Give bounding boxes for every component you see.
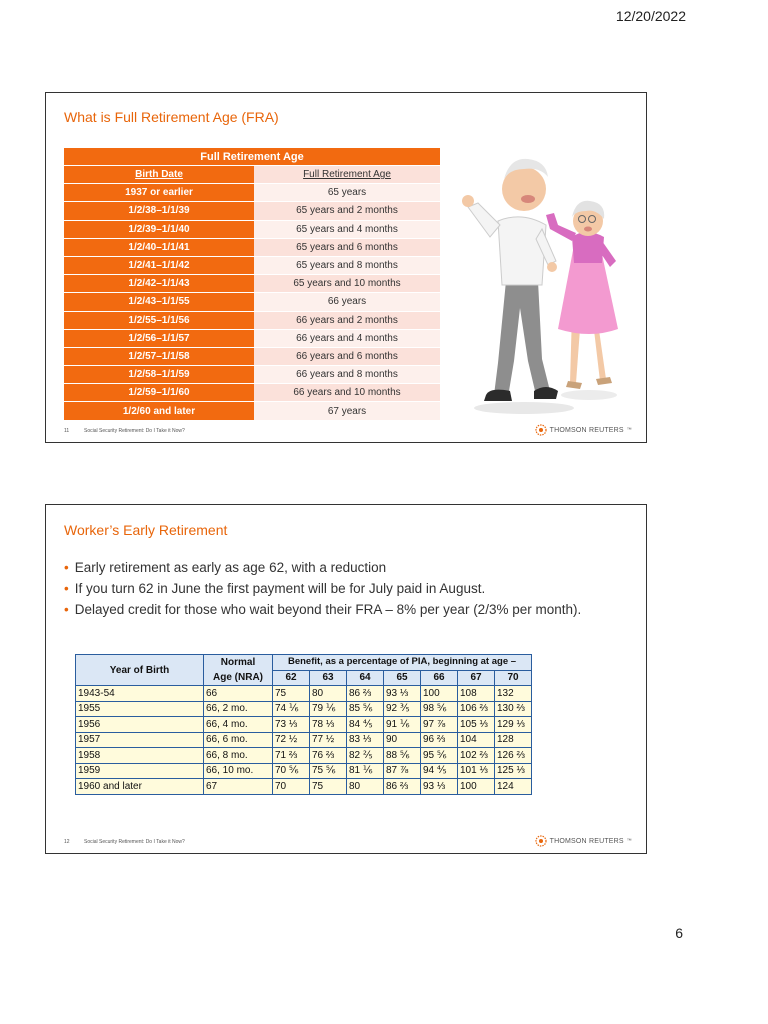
benefit-cell: 80 [347,779,384,795]
benefit-cell: 70 [273,779,310,795]
fra-cell: 65 years and 10 months [254,275,440,293]
column-header-age: 70 [495,670,532,686]
column-header-age: 63 [310,670,347,686]
slide-title: Worker’s Early Retirement [64,522,228,538]
benefit-cell: 73 ⅓ [273,717,310,733]
table-row [64,384,440,402]
birth-date-cell: 1/2/55–1/1/56 [64,311,254,329]
birth-date-cell: 1/2/57–1/1/58 [64,347,254,365]
dancing-couple-illustration [454,133,622,423]
table-row [76,748,532,764]
birth-date-cell: 1/2/42–1/1/43 [64,275,254,293]
nra-cell: 66, 8 mo. [204,748,273,764]
trademark-mark: ™ [626,838,632,844]
year-of-birth-cell: 1960 and later [76,779,204,795]
nra-cell: 67 [204,779,273,795]
benefit-cell: 84 ⅘ [347,717,384,733]
benefit-cell: 130 ⅔ [495,701,532,717]
benefit-cell: 74 ⅙ [273,701,310,717]
bullet-icon: • [64,602,69,617]
table-row [64,275,440,293]
bullet-icon: • [64,581,69,596]
birth-date-cell: 1/2/41–1/1/42 [64,256,254,274]
nra-cell: 66, 2 mo. [204,701,273,717]
table-row [76,717,532,733]
benefit-cell: 105 ⅓ [458,717,495,733]
benefit-cell: 88 ⅚ [384,748,421,764]
column-header-benefit: Benefit, as a percentage of PIA, beginning at age – [273,655,532,671]
bullet-text: If you turn 62 in June the first payment will be for July paid in August. [74,581,486,596]
birth-date-cell: 1/2/43–1/1/55 [64,293,254,311]
year-of-birth-cell: 1957 [76,732,204,748]
table-row [64,347,440,365]
page-date: 12/20/2022 [615,8,686,24]
benefit-cell: 86 ⅔ [347,686,384,702]
year-of-birth-cell: 1959 [76,763,204,779]
benefit-cell: 75 [310,779,347,795]
benefit-cell: 104 [458,732,495,748]
fra-cell: 66 years and 8 months [254,366,440,384]
birth-date-cell: 1/2/38–1/1/39 [64,202,254,220]
year-of-birth-cell: 1943-54 [76,686,204,702]
table-row [64,293,440,311]
benefit-cell: 100 [421,686,458,702]
brand-name: THOMSON REUTERS [549,837,624,845]
benefit-cell: 124 [495,779,532,795]
slide-number: 11 [64,428,70,434]
benefit-cell: 82 ⅖ [347,748,384,764]
table-row [76,732,532,748]
table-row [64,202,440,220]
birth-date-cell: 1/2/39–1/1/40 [64,220,254,238]
table-row [76,701,532,717]
bullet-icon: • [64,560,69,575]
birth-date-cell: 1/2/59–1/1/60 [64,384,254,402]
benefit-cell: 108 [458,686,495,702]
benefit-cell: 94 ⅘ [421,763,458,779]
column-header-birth-date: Birth Date [64,166,254,184]
benefit-cell: 102 ⅔ [458,748,495,764]
table-row [64,238,440,256]
benefit-cell: 132 [495,686,532,702]
benefit-cell: 78 ⅓ [310,717,347,733]
benefit-cell: 92 ⅗ [384,701,421,717]
nra-cell: 66, 4 mo. [204,717,273,733]
benefit-cell: 96 ⅔ [421,732,458,748]
birth-date-cell: 1/2/60 and later [64,402,254,420]
slide-footer-text: Social Security Retirement: Do I Take it Now? [84,428,185,434]
table-row [64,184,440,202]
benefit-cell: 76 ⅔ [310,748,347,764]
table-row [64,329,440,347]
column-header-normal: Normal [204,655,273,671]
column-header-fra: Full Retirement Age [254,166,440,184]
benefit-cell: 91 ⅙ [384,717,421,733]
benefit-cell: 80 [310,686,347,702]
fra-cell: 65 years and 6 months [254,238,440,256]
year-of-birth-cell: 1956 [76,717,204,733]
column-header-age: 65 [384,670,421,686]
table-row [76,779,532,795]
benefit-cell: 101 ⅓ [458,763,495,779]
fra-table [64,148,440,421]
bullet-text: Early retirement as early as age 62, with a reduction [74,560,387,575]
table-row [64,402,440,420]
column-header-nra: Age (NRA) [204,670,273,686]
benefit-cell: 125 ⅓ [495,763,532,779]
column-header-age: 66 [421,670,458,686]
fra-cell: 66 years and 6 months [254,347,440,365]
column-header-age: 62 [273,670,310,686]
slide-title: What is Full Retirement Age (FRA) [64,109,279,125]
page-number: 6 [675,925,683,941]
benefit-cell: 81 ⅙ [347,763,384,779]
table-row [64,366,440,384]
birth-date-cell: 1937 or earlier [64,184,254,202]
benefit-cell: 75 ⅚ [310,763,347,779]
benefit-cell: 75 [273,686,310,702]
table-row [64,311,440,329]
birth-date-cell: 1/2/56–1/1/57 [64,329,254,347]
table-row [76,763,532,779]
bullet-item [64,581,581,596]
slide-full-retirement-age [45,92,647,443]
benefit-cell: 128 [495,732,532,748]
nra-cell: 66, 10 mo. [204,763,273,779]
benefit-cell: 83 ⅓ [347,732,384,748]
benefit-cell: 77 ½ [310,732,347,748]
benefit-cell: 70 ⅚ [273,763,310,779]
birth-date-cell: 1/2/40–1/1/41 [64,238,254,256]
year-of-birth-cell: 1958 [76,748,204,764]
benefit-cell: 79 ⅙ [310,701,347,717]
bullet-text: Delayed credit for those who wait beyond their FRA – 8% per year (2/3% per month). [74,602,582,617]
benefit-cell: 129 ⅓ [495,717,532,733]
trademark-mark: ™ [626,427,632,433]
benefit-cell: 97 ⅞ [421,717,458,733]
benefit-cell: 95 ⅚ [421,748,458,764]
benefit-table-body [76,686,532,795]
column-header-age: 64 [347,670,384,686]
slide-early-retirement [45,504,647,854]
fra-cell: 65 years and 4 months [254,220,440,238]
fra-cell: 66 years and 4 months [254,329,440,347]
benefit-cell: 100 [458,779,495,795]
table-row [76,686,532,702]
table-row [64,220,440,238]
column-header-age: 67 [458,670,495,686]
bullet-list [64,560,581,623]
fra-cell: 65 years and 8 months [254,256,440,274]
fra-cell: 65 years and 2 months [254,202,440,220]
column-header-year-of-birth: Year of Birth [76,655,204,686]
reuters-dots-icon [535,835,547,847]
benefit-cell: 86 ⅔ [384,779,421,795]
thomson-reuters-logo [535,835,632,847]
benefit-cell: 71 ⅔ [273,748,310,764]
year-of-birth-cell: 1955 [76,701,204,717]
fra-cell: 66 years and 10 months [254,384,440,402]
fra-cell: 67 years [254,402,440,420]
fra-table-body [64,184,440,420]
benefit-cell: 90 [384,732,421,748]
bullet-item [64,602,581,617]
nra-cell: 66 [204,686,273,702]
benefit-table [75,654,532,795]
birth-date-cell: 1/2/58–1/1/59 [64,366,254,384]
brand-name: THOMSON REUTERS [549,426,624,434]
reuters-dots-icon [535,424,547,436]
table-row [64,256,440,274]
bullet-item [64,560,581,575]
fra-cell: 66 years and 2 months [254,311,440,329]
benefit-cell: 106 ⅔ [458,701,495,717]
nra-cell: 66, 6 mo. [204,732,273,748]
benefit-cell: 72 ½ [273,732,310,748]
benefit-cell: 87 ⅞ [384,763,421,779]
benefit-cell: 93 ⅓ [384,686,421,702]
fra-cell: 66 years [254,293,440,311]
fra-cell: 65 years [254,184,440,202]
thomson-reuters-logo [535,424,632,436]
slide-number: 12 [64,839,70,845]
slide-footer-text: Social Security Retirement: Do I Take it Now? [84,839,185,845]
benefit-cell: 126 ⅔ [495,748,532,764]
table-caption: Full Retirement Age [64,148,440,166]
benefit-cell: 93 ⅓ [421,779,458,795]
benefit-cell: 98 ⅚ [421,701,458,717]
benefit-cell: 85 ⅚ [347,701,384,717]
